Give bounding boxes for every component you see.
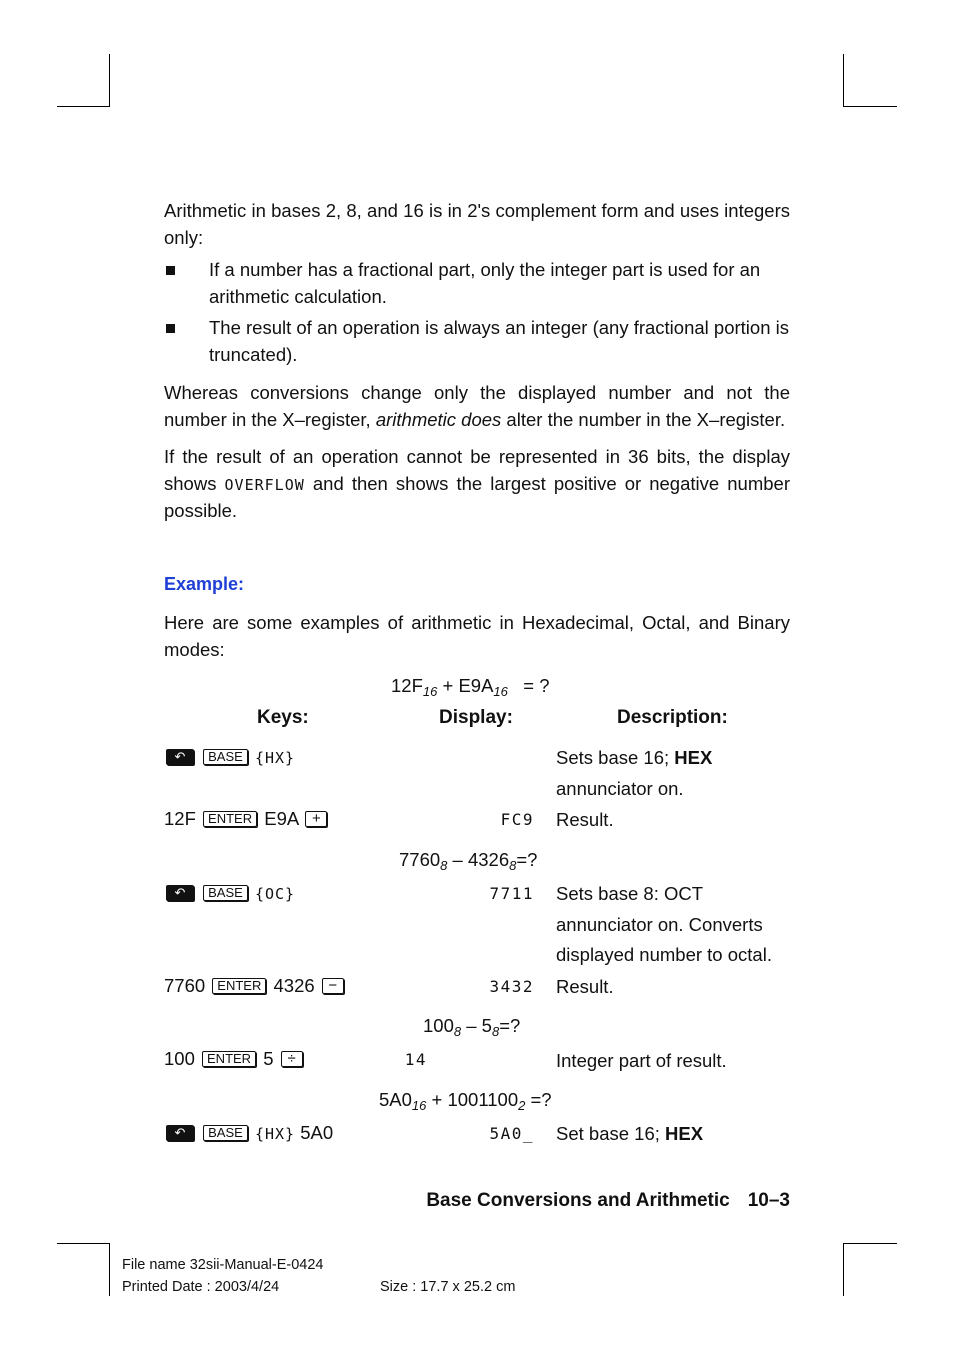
crop-mark-bottom-left-v [109, 1243, 110, 1296]
row-display-3432: 3432 [489, 977, 534, 996]
crop-mark-top-left-h [57, 106, 110, 107]
row-display-fc9: FC9 [500, 810, 534, 829]
divide-key: ÷ [281, 1051, 303, 1067]
shift-key-icon: ↶ [166, 885, 194, 901]
emphasis-text: arithmetic does [375, 408, 502, 430]
menu-oc: {OC} [254, 885, 296, 903]
crop-mark-top-left-v [109, 54, 110, 106]
base-key: BASE [203, 749, 248, 765]
column-header-keys: Keys: [257, 707, 309, 728]
enter-key: ENTER [202, 1051, 256, 1067]
menu-hx: {HX} [254, 749, 296, 767]
page-footer [426, 1190, 790, 1212]
equation-2: $7760_8 - 4326_8=$? [399, 849, 538, 873]
crop-mark-bottom-right-v [843, 1243, 844, 1296]
base-key: BASE [203, 1125, 248, 1141]
conversion-paragraph: Whereas conversions change only the displayed number and not the number in the X–register, arithmetic does alter the number in the X–register. [164, 382, 790, 430]
shift-key-icon: ↶ [166, 749, 194, 765]
bullet-square-icon [166, 324, 175, 333]
page-number: 10–3 [747, 1190, 790, 1211]
row-desc-set-oct: Sets base 8: OCT annunciator on. Converts displayed number to octal. [556, 883, 772, 965]
overflow-display-text: OVERFLOW [224, 475, 305, 494]
bullet-text-line2: truncated). [209, 343, 298, 365]
bullet-integer-result [164, 315, 790, 368]
equation-4: $5A0_{16} + 1001100_2$ =? [379, 1089, 552, 1113]
column-header-description: Description: [617, 707, 728, 728]
row-keys-set-oct [164, 882, 295, 904]
enter-key: ENTER [203, 811, 257, 827]
row-desc-integer-part: Integer part of result. [556, 1050, 727, 1071]
bullet-text-line1: The result of an operation is always an integer (any fractional portion is [209, 317, 789, 338]
hex-annunciator-label: HEX [665, 1123, 704, 1144]
row-display-7711: 7711 [489, 884, 534, 903]
file-name: File name 32sii-Manual-E-0424 [122, 1257, 324, 1273]
overflow-paragraph: If the result of an operation cannot be represented in 36 bits, the display shows OVERFLOW and then shows the largest positive or negative number possible. [164, 446, 790, 521]
plus-key: + [305, 811, 327, 827]
bullet-square-icon [166, 266, 175, 275]
intro-paragraph: Arithmetic in bases 2, 8, and 16 is in 2's complement form and uses integers only: [164, 200, 790, 248]
crop-mark-bottom-right-h [843, 1243, 897, 1244]
row-display-5a0: 5A0_ [489, 1124, 534, 1143]
printed-date: Printed Date : 2003/4/24 [122, 1279, 280, 1295]
row-desc-result: Result. [556, 976, 614, 997]
bullet-fractional [164, 257, 790, 310]
equation-1: $12F_{16} + E9A_{16}$ = ? [391, 675, 550, 699]
row-display-14: 14 [404, 1050, 427, 1069]
minus-key: − [322, 978, 344, 994]
equation-3: $100_8 - 5_8=$? [423, 1015, 521, 1039]
hex-annunciator-label: HEX [674, 747, 713, 768]
row-keys-set-hex [164, 746, 295, 768]
bullet-text-line1: If a number has a fractional part, only the integer part is used for an [209, 259, 761, 280]
menu-hx: {HX} [254, 1125, 296, 1143]
crop-mark-top-right-h [843, 106, 897, 107]
bullet-text-line2: arithmetic calculation. [209, 285, 387, 307]
row-keys-oct-subtract: 7760 ENTER 4326 − [164, 975, 346, 997]
row-keys-hex-add: 12F ENTER E9A + [164, 808, 329, 830]
example-intro: Here are some examples of arithmetic in Hexadecimal, Octal, and Binary modes: [164, 612, 790, 660]
shift-key-icon: ↶ [166, 1125, 194, 1141]
row-desc-set-hex: Sets base 16; HEX annunciator on. [556, 747, 713, 799]
crop-mark-top-right-v [843, 54, 844, 106]
base-key: BASE [203, 885, 248, 901]
row-desc-result: Result. [556, 809, 614, 830]
enter-key: ENTER [212, 978, 266, 994]
column-header-display: Display: [439, 707, 513, 728]
row-desc-set-hex-again: Set base 16; HEX [556, 1123, 704, 1144]
row-keys-oct-divide: 100 ENTER 5 ÷ [164, 1048, 305, 1070]
page-size: Size : 17.7 x 25.2 cm [380, 1279, 516, 1295]
example-heading: Example: [164, 574, 245, 594]
chapter-title: Base Conversions and Arithmetic [426, 1190, 730, 1211]
crop-mark-bottom-left-h [57, 1243, 110, 1244]
row-keys-hex-entry: ↶ BASE {HX} 5A0 [164, 1122, 333, 1144]
